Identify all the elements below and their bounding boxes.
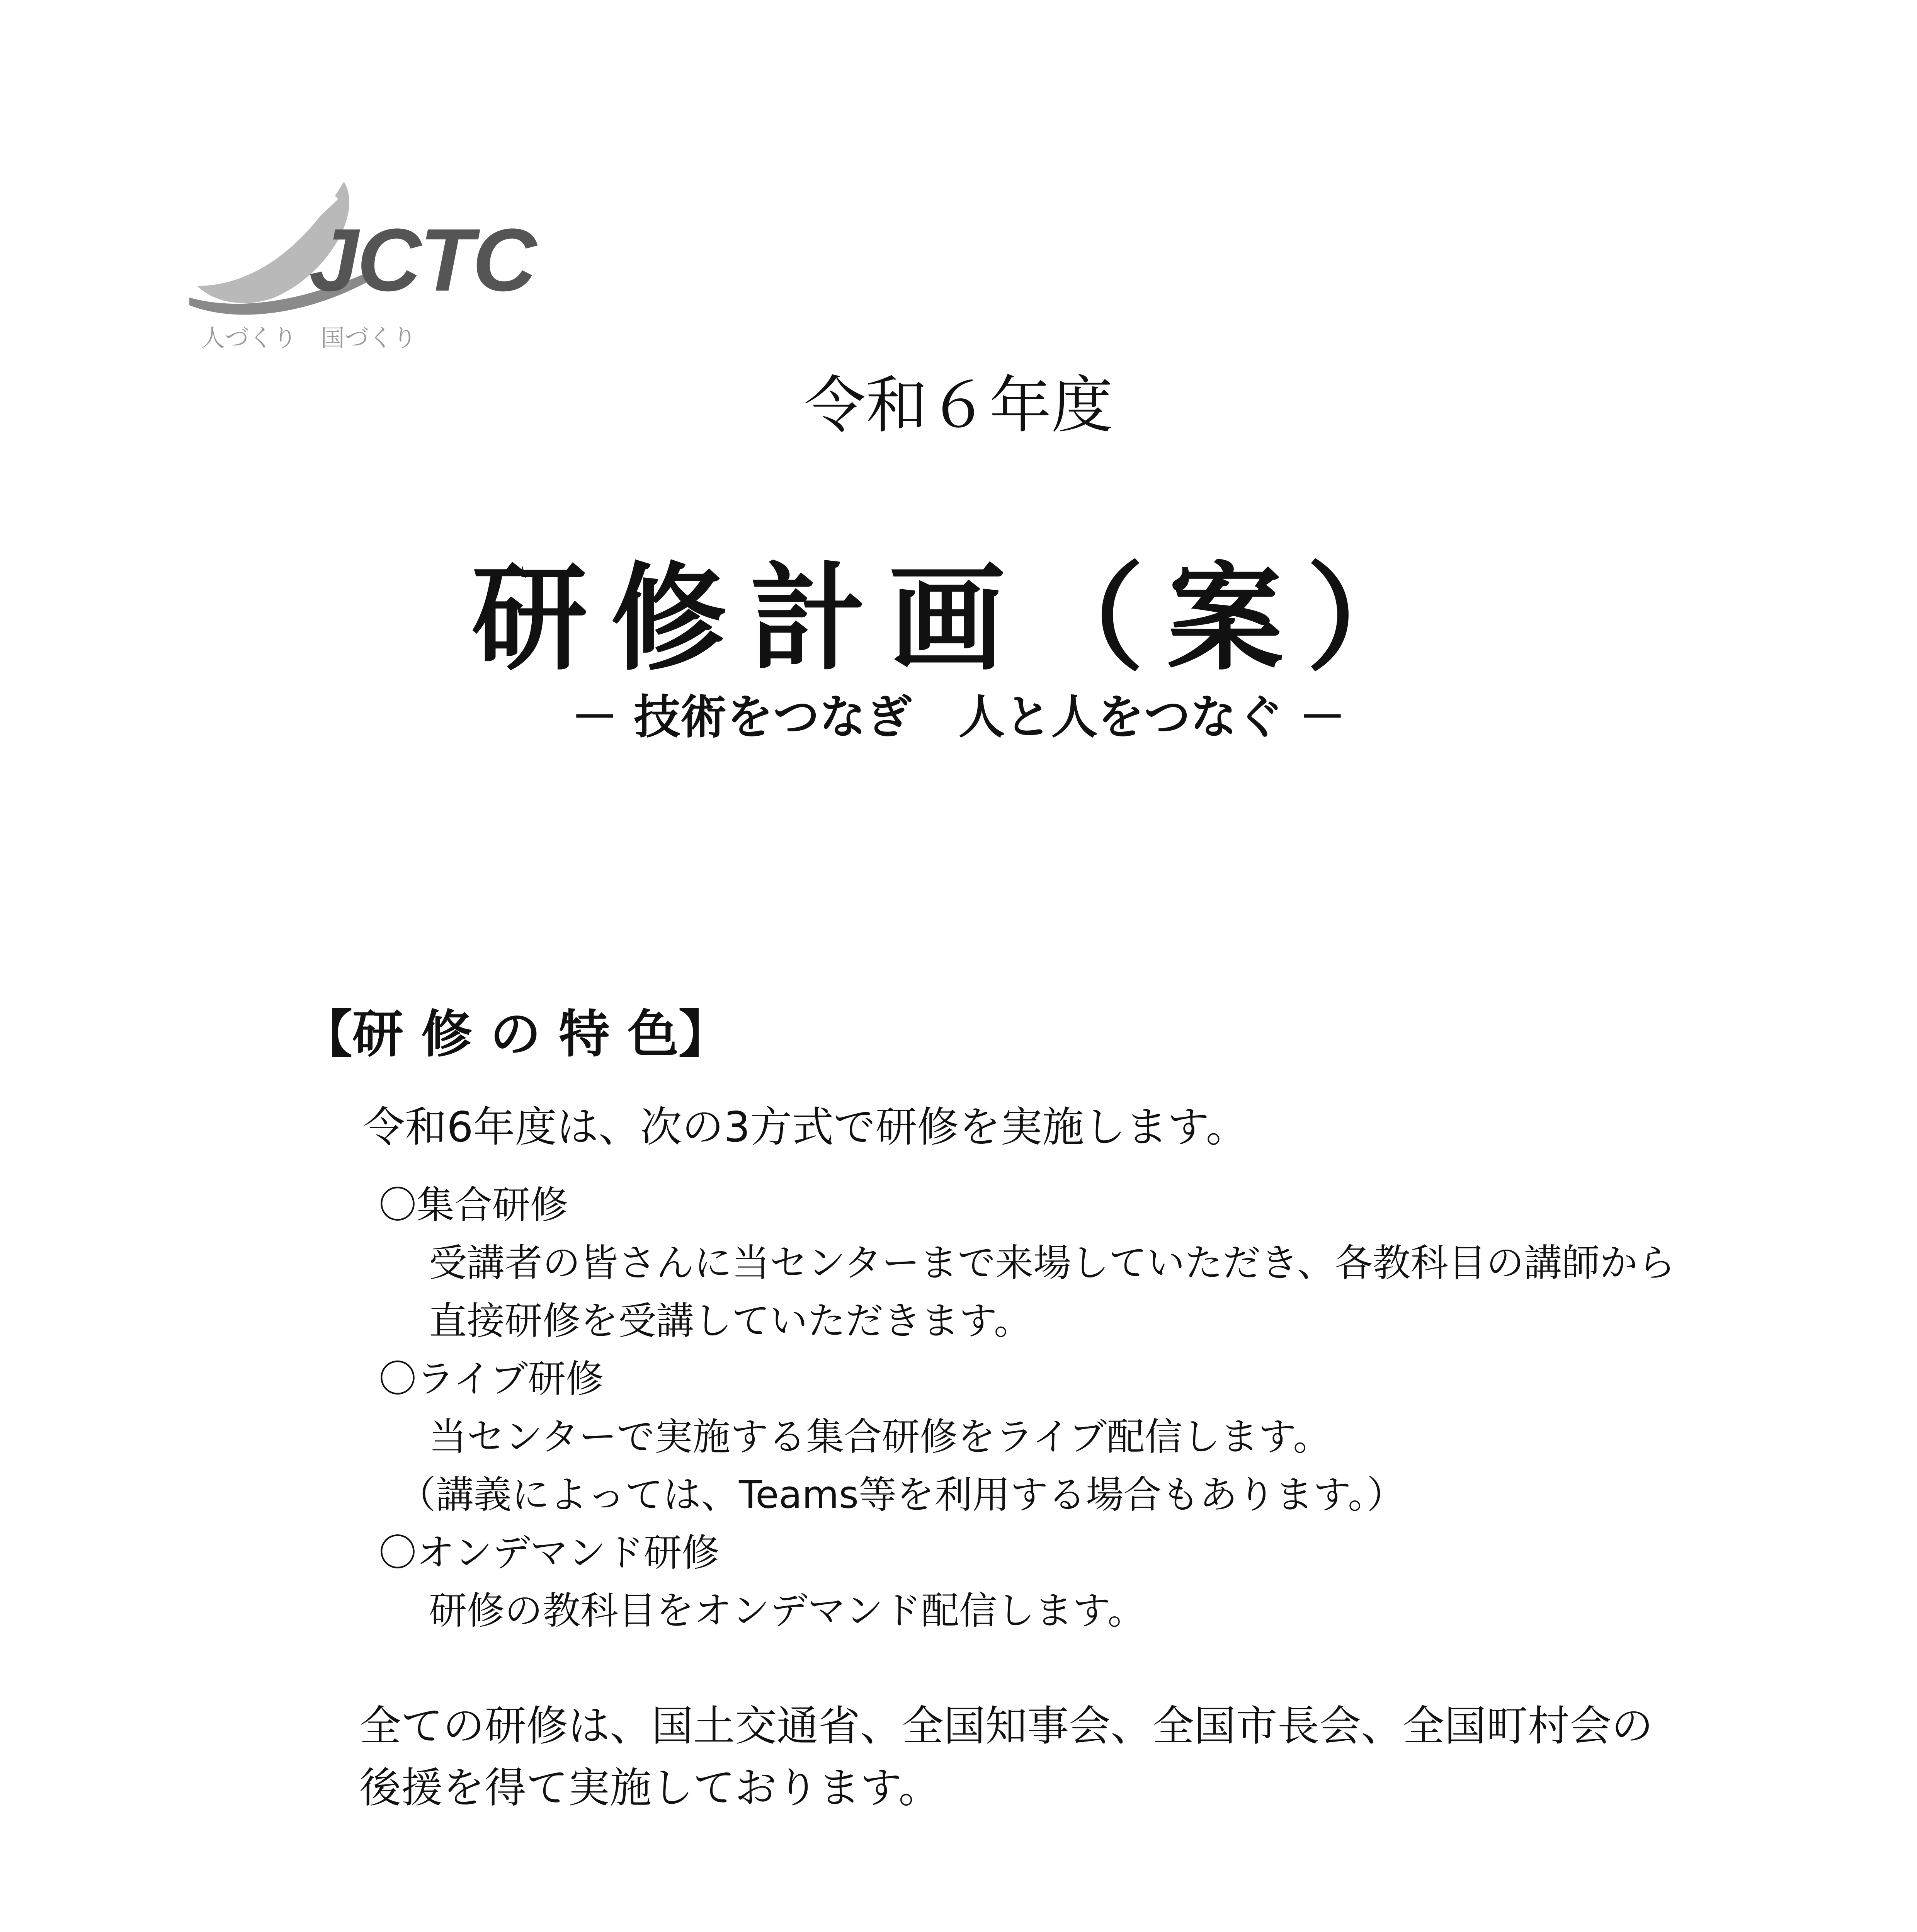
item-text: 直接研修を受講していただきます。 bbox=[429, 1299, 1032, 1343]
support-text: 後援を得て実施しております。 bbox=[359, 1764, 941, 1812]
item-label-group: 〇集合研修 bbox=[379, 1183, 568, 1227]
fiscal-year: 令和６年度 bbox=[804, 369, 1113, 441]
features-lead: 令和6年度は、次の3方式で研修を実施します。 bbox=[363, 1103, 1248, 1151]
logo-wordmark: JCTC bbox=[309, 210, 535, 310]
item-text: 受講者の皆さんに当センターまで来場していただき、各教科目の講師から bbox=[429, 1241, 1676, 1285]
item-text: 当センターで実施する集合研修をライブ配信します。 bbox=[429, 1415, 1331, 1459]
item-label-ondemand: 〇オンデマンド研修 bbox=[379, 1531, 720, 1575]
support-text: 全ての研修は、国土交通省、全国知事会、全国市長会、全国町村会の bbox=[359, 1702, 1653, 1750]
page-title: 研修計画（案） bbox=[471, 551, 1446, 686]
logo-tagline: 人づくり 国づくり bbox=[201, 324, 417, 352]
features-heading: 【研 修 の 特 色】 bbox=[301, 1005, 730, 1064]
item-text: （講義によっては、Teams等を利用する場合もあります。） bbox=[398, 1473, 1405, 1517]
jctc-logo bbox=[182, 158, 535, 359]
item-label-live: 〇ライブ研修 bbox=[379, 1357, 604, 1401]
page-subtitle: － 技術をつなぎ 人と人をつなぐ － bbox=[571, 690, 1346, 744]
item-text: 研修の教科目をオンデマンド配信します。 bbox=[429, 1589, 1146, 1633]
